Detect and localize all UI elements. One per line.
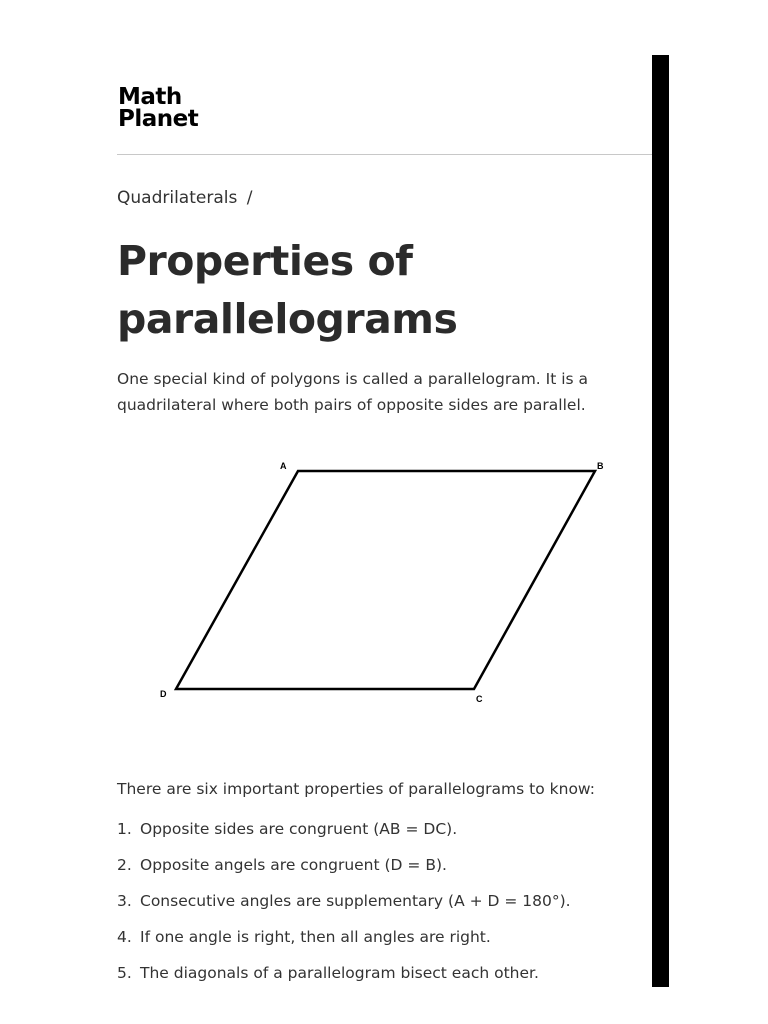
list-item-number: 1.	[117, 820, 132, 838]
list-item-text: The diagonals of a parallelogram bisect each other.	[140, 964, 539, 982]
header-divider	[117, 154, 652, 155]
vertex-label-a: A	[280, 461, 287, 471]
properties-list	[117, 818, 637, 998]
list-item	[117, 962, 637, 998]
list-item-text: Consecutive angles are supplementary (A + D = 180°).	[140, 892, 571, 910]
list-item-text: Opposite sides are congruent (AB = DC).	[140, 820, 458, 838]
list-item-number: 3.	[117, 892, 132, 910]
list-item	[117, 890, 637, 926]
list-item-number: 5.	[117, 964, 132, 982]
scrollbar[interactable]	[652, 55, 669, 987]
properties-lead: There are six important properties of parallelograms to know:	[117, 780, 595, 798]
intro-paragraph: One special kind of polygons is called a parallelogram. It is a quadrilateral where both pairs of opposite sides are parallel.	[117, 370, 589, 414]
breadcrumb-separator: /	[246, 188, 253, 208]
vertex-label-c: C	[476, 694, 483, 704]
list-item-text: Opposite angels are congruent (D = B).	[140, 856, 447, 874]
list-item	[117, 854, 637, 890]
page-title: Properties of parallelograms	[117, 237, 458, 343]
list-item-number: 4.	[117, 928, 132, 946]
list-item	[117, 926, 637, 962]
list-item	[117, 818, 637, 854]
math-planet-logo[interactable]	[118, 86, 208, 136]
vertex-label-b: B	[597, 461, 604, 471]
list-item-number: 2.	[117, 856, 132, 874]
parallelogram-figure	[150, 450, 620, 710]
vertex-label-d: D	[160, 689, 167, 699]
logo-line-1: Math	[118, 84, 182, 110]
parallelogram-shape	[176, 471, 595, 689]
logo-line-2: Planet	[118, 106, 199, 132]
breadcrumb	[117, 188, 252, 208]
breadcrumb-link-quadrilaterals[interactable]: Quadrilaterals	[117, 188, 238, 208]
list-item-text: If one angle is right, then all angles are right.	[140, 928, 491, 946]
